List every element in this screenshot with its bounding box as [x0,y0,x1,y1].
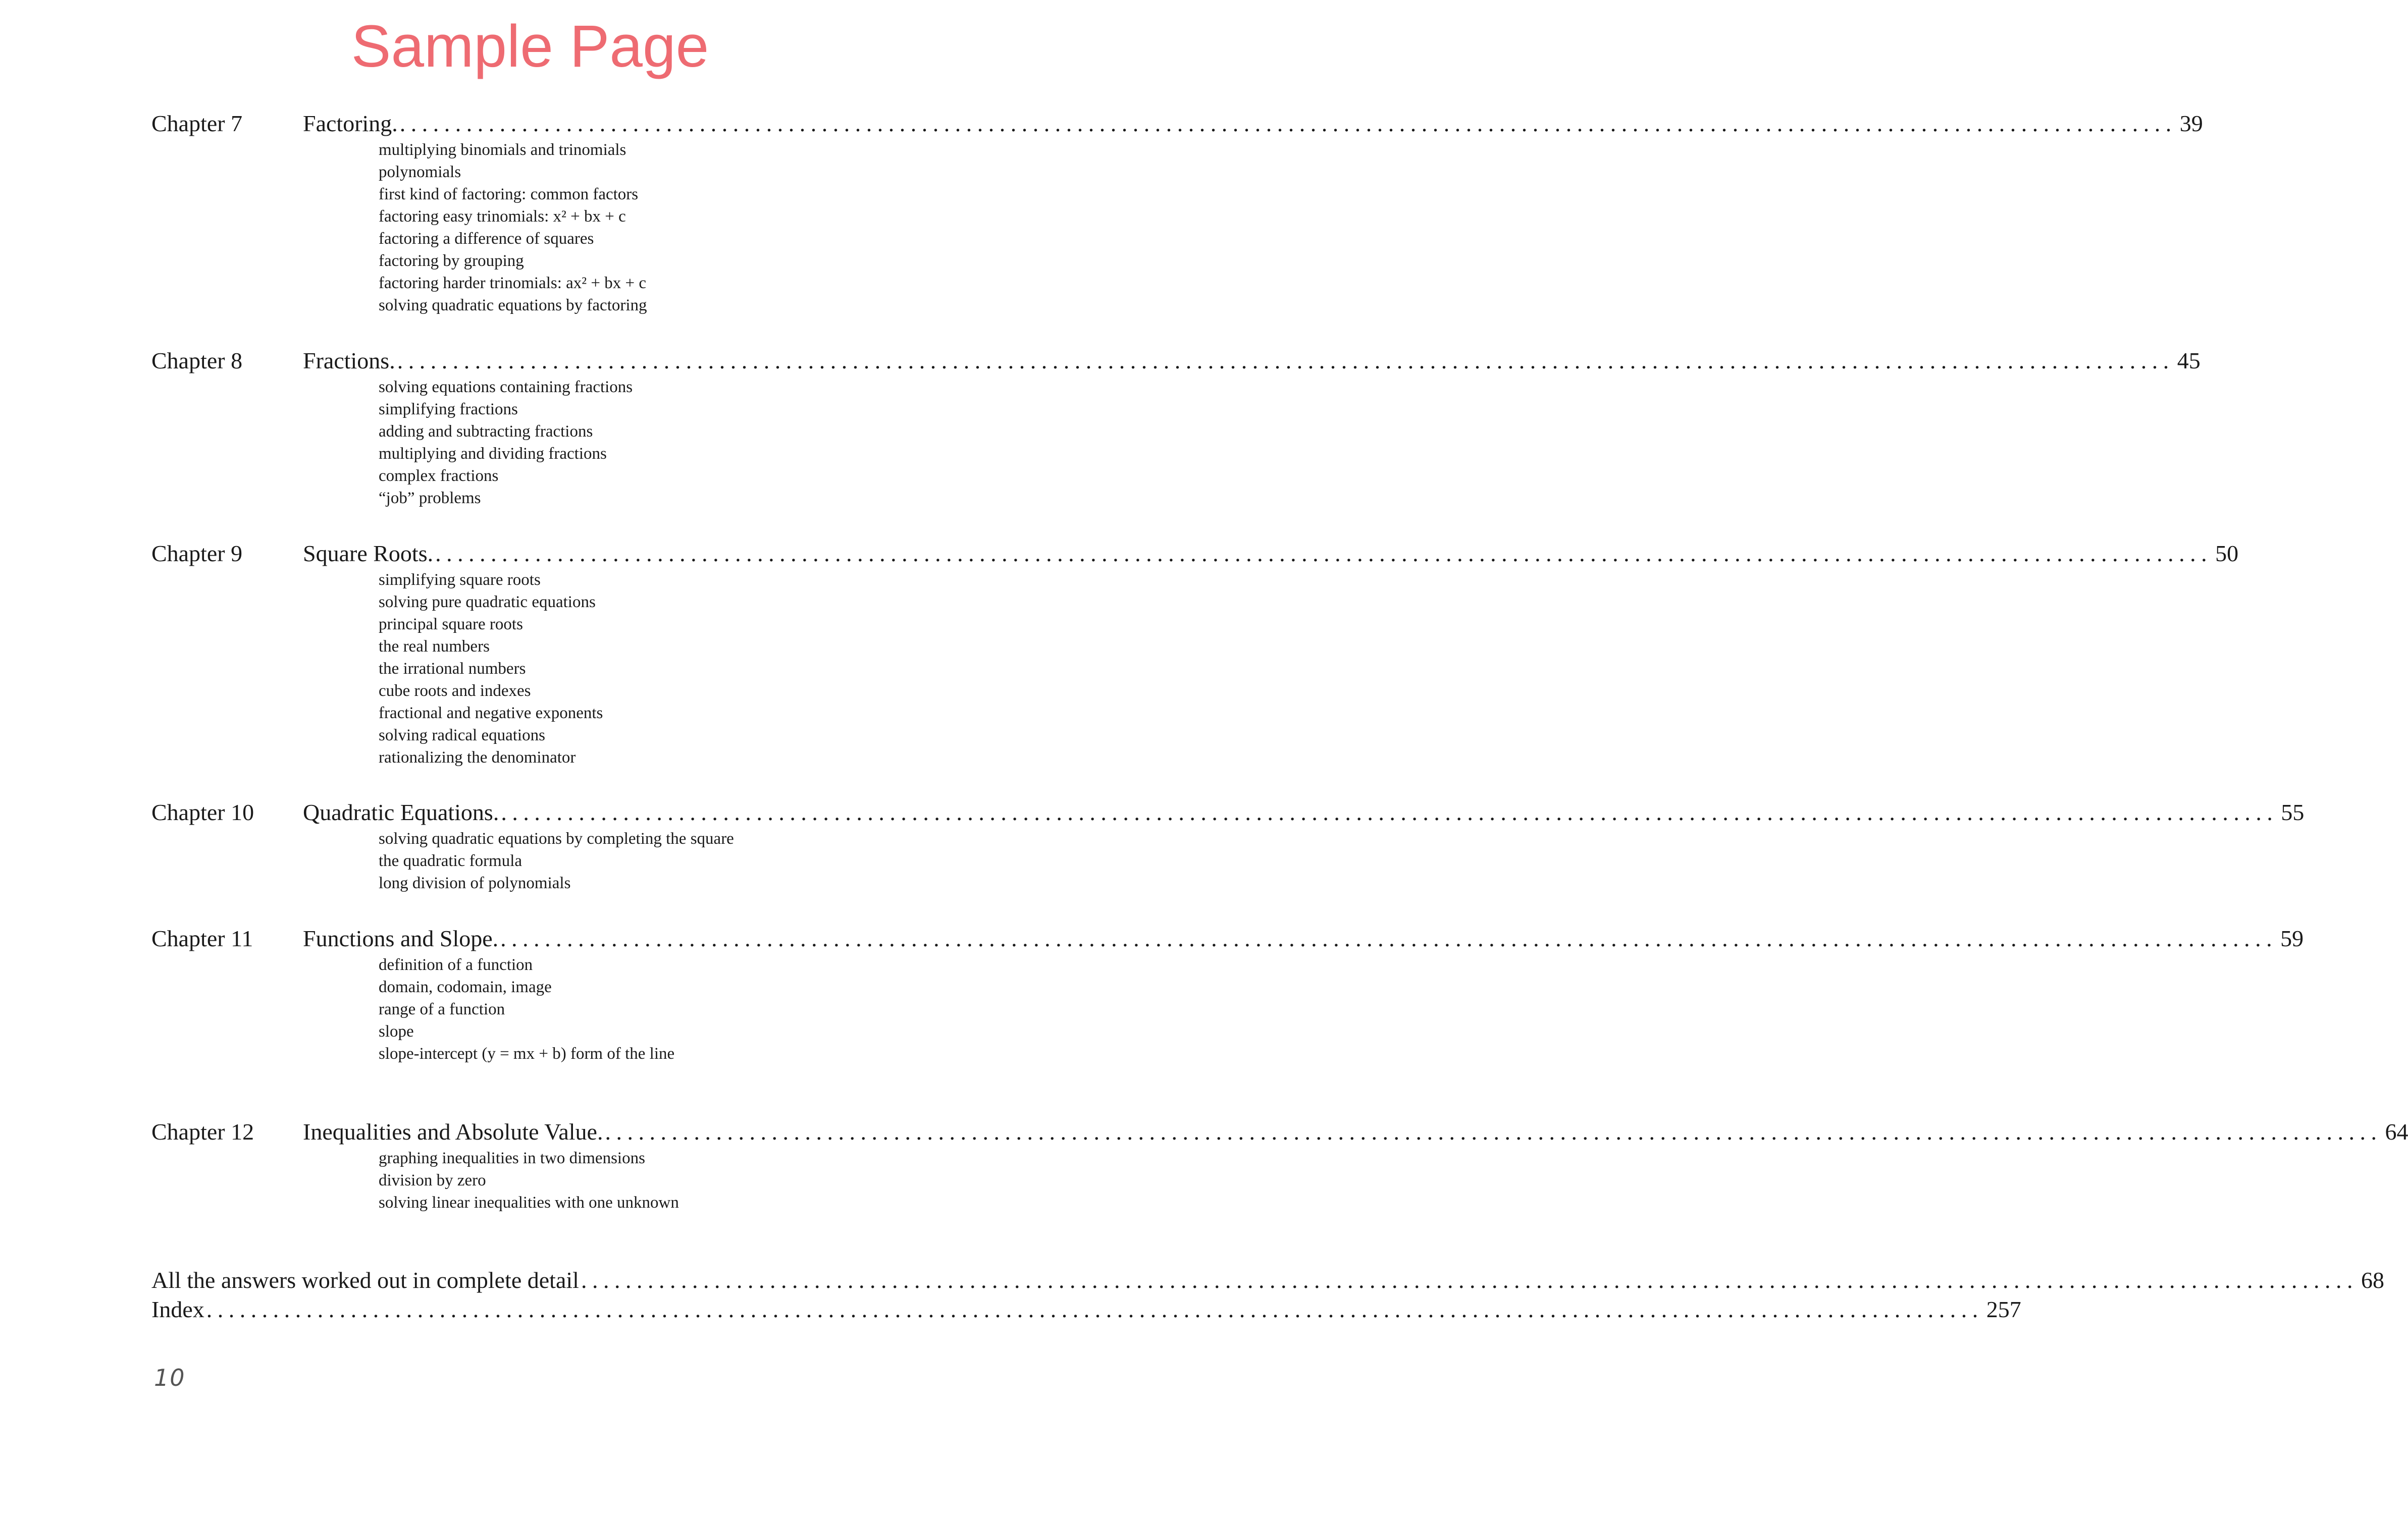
entry-page-number: 68 [2361,1267,2384,1293]
topic-item: solving quadratic equations by completing the square [379,830,734,848]
dot-leader: ................................................................................................................................................................ [206,1296,1983,1322]
topic-item: multiplying and dividing fractions [379,445,607,463]
topic-item: slope-intercept (y = mx + b) form of the line [379,1045,675,1063]
topic-item: solving pure quadratic equations [379,593,596,611]
chapter-title: Fractions. [303,348,395,373]
chapter-heading [151,797,2305,828]
toc-chapter-11 [151,924,2304,1065]
chapter-title-row [303,109,2203,139]
chapter-page-number: 55 [2281,799,2305,825]
dot-leader: ................................................................................................................................................................ [399,111,2177,136]
entry-page-number: 257 [1986,1296,2021,1322]
chapter-page-number: 59 [2280,926,2304,951]
topic-item: factoring a difference of squares [379,230,594,248]
topic-item: the irrational numbers [379,660,526,678]
chapter-topic-list [151,376,909,509]
dot-leader: ................................................................................................................................................................ [500,926,2278,951]
topic-item: factoring by grouping [379,252,524,270]
topic-item: definition of a function [379,956,533,974]
chapter-heading [151,538,2239,569]
chapter-number: Chapter 12 [151,1119,254,1145]
topic-item: factoring easy trinomials: x² + bx + c [379,207,626,226]
chapter-title-row [303,538,2239,569]
dot-leader: ................................................................................................................................................................ [435,540,2213,566]
toc-entry-answers [151,1265,2384,1295]
chapter-topic-list [151,569,909,769]
chapter-heading [151,1117,2408,1147]
chapter-number: Chapter 10 [151,799,254,825]
chapter-title-row [303,1117,2408,1147]
chapter-number: Chapter 9 [151,540,243,566]
chapter-title: Inequalities and Absolute Value. [303,1119,603,1145]
dot-leader: ................................................................................................................................................................ [581,1267,2358,1293]
sample-page-watermark: Sample Page [351,13,709,80]
chapter-title: Functions and Slope. [303,926,499,951]
chapter-number: Chapter 7 [151,111,243,136]
topic-item: fractional and negative exponents [379,704,603,722]
toc-chapter-7 [151,109,2203,316]
topic-item: domain, codomain, image [379,978,552,996]
topic-item: complex fractions [379,467,499,485]
chapter-topic-list [151,139,909,316]
topic-item: solving radical equations [379,726,545,744]
chapter-topic-list [151,954,909,1065]
topic-item: polynomials [379,163,461,181]
topic-item: long division of polynomials [379,874,571,892]
chapter-page-number: 39 [2179,111,2203,136]
chapter-heading [151,109,2203,139]
chapter-page-number: 45 [2177,348,2201,373]
topic-item: factoring harder trinomials: ax² + bx + c [379,274,647,292]
dot-leader: ................................................................................................................................................................ [605,1119,2382,1145]
chapter-page-number: 50 [2215,540,2239,566]
topic-item: cube roots and indexes [379,682,531,700]
chapter-title: Quadratic Equations. [303,799,499,825]
toc-chapter-9 [151,538,2239,769]
topic-item: slope [379,1022,414,1041]
dot-leader: ................................................................................................................................................................ [501,799,2278,825]
topic-item: rationalizing the denominator [379,748,576,767]
toc-chapter-8 [151,346,2201,509]
dot-leader: ................................................................................................................................................................ [397,348,2174,373]
chapter-title: Factoring. [303,111,398,136]
toc-chapter-10 [151,797,2305,894]
topic-item: adding and subtracting fractions [379,422,593,441]
topic-item: solving linear inequalities with one unknown [379,1194,679,1212]
entry-title: All the answers worked out in complete detail [151,1267,579,1293]
topic-item: multiplying binomials and trinomials [379,141,626,159]
chapter-title-row [303,924,2304,954]
chapter-number: Chapter 8 [151,348,243,373]
chapter-heading [151,346,2201,376]
topic-item: solving equations containing fractions [379,378,633,396]
toc-entry-index [151,1294,2021,1325]
topic-item: graphing inequalities in two dimensions [379,1149,645,1167]
chapter-number: Chapter 11 [151,926,253,951]
topic-item: “job” problems [379,489,481,507]
chapter-title: Square Roots. [303,540,434,566]
entry-title: Index [151,1296,204,1322]
topic-item: simplifying square roots [379,571,541,589]
topic-item: range of a function [379,1000,505,1018]
chapter-heading [151,924,2304,954]
chapter-page-number: 64 [2385,1119,2408,1145]
topic-item: simplifying fractions [379,400,518,418]
topic-item: the quadratic formula [379,852,522,870]
topic-item: division by zero [379,1171,486,1189]
chapter-title-row [303,797,2305,828]
topic-item: solving quadratic equations by factoring [379,296,647,314]
chapter-title-row [303,346,2201,376]
toc-chapter-12 [151,1117,2408,1214]
chapter-topic-list [151,1147,909,1214]
chapter-topic-list [151,828,909,894]
page-folio-number: 10 [154,1364,186,1391]
topic-item: first kind of factoring: common factors [379,185,639,203]
topic-item: principal square roots [379,615,523,633]
topic-item: the real numbers [379,637,490,656]
